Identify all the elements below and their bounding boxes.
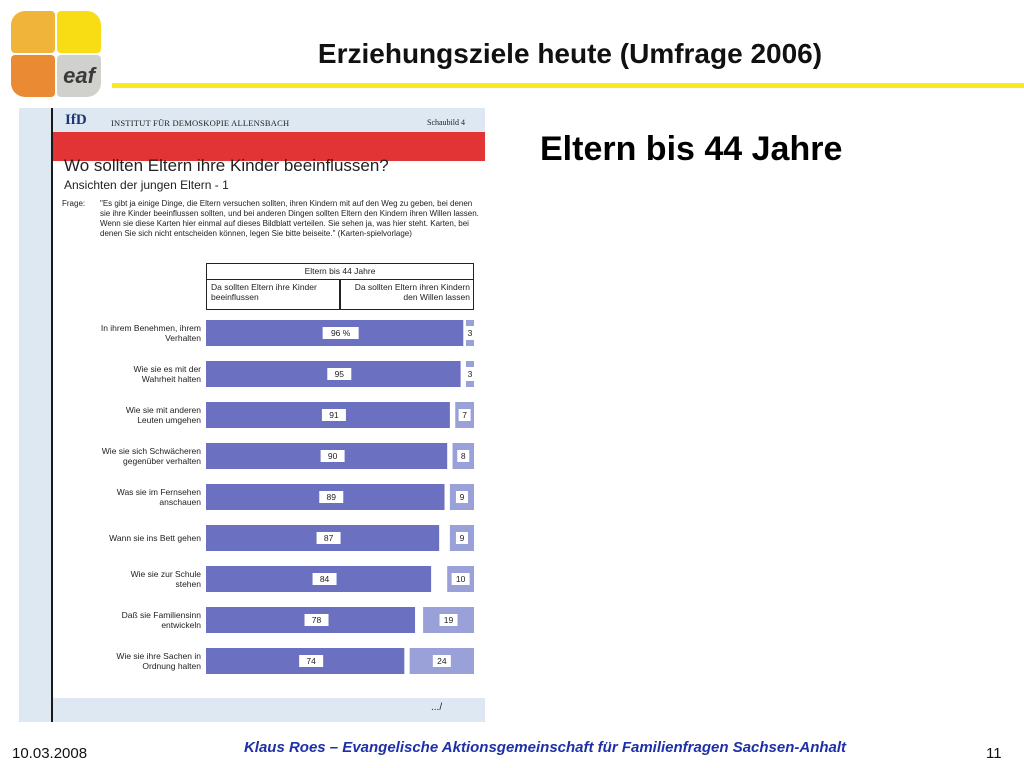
chart-panel [19, 108, 485, 722]
column-header-group: Eltern bis 44 Jahre [207, 264, 473, 280]
category-label: Wie sie mit anderen Leuten umgehen [125, 405, 201, 425]
title-rule [112, 83, 1024, 88]
logo-tile-orange [11, 11, 55, 53]
bar-free-will [466, 381, 474, 387]
value-label-free-will: 24 [437, 656, 447, 666]
value-label-free-will: 9 [459, 492, 465, 502]
category-label: Wie sie zur Schule stehen [130, 569, 201, 589]
value-label-influence: 95 [334, 369, 345, 379]
value-label-influence: 87 [323, 533, 334, 543]
chart-subtitle: Ansichten der jungen Eltern - 1 [64, 178, 229, 192]
value-label-free-will: 3 [467, 369, 473, 379]
side-title: Eltern bis 44 Jahre [540, 130, 843, 168]
category-label: In ihrem Benehmen, ihrem Verhalten [100, 323, 201, 343]
footer-credit: Klaus Roes – Evangelische Aktionsgemeinschaft für Familienfragen Sachsen-Anhalt [243, 739, 847, 756]
value-label-influence: 91 [329, 410, 339, 420]
category-label: Wie sie ihre Sachen in Ordnung halten [116, 651, 201, 671]
value-label-influence: 84 [319, 574, 330, 584]
page-number: 11 [986, 745, 1002, 762]
ifd-logo: IfD [65, 112, 87, 128]
logo-tile-yellow [57, 11, 101, 53]
value-label-influence: 96 % [330, 328, 351, 338]
value-label-free-will: 10 [455, 574, 466, 584]
chart-question: Wo sollten Eltern ihre Kinder beeinflussen? [64, 156, 389, 175]
value-label-influence: 74 [306, 656, 316, 666]
value-label-influence: 89 [326, 492, 336, 502]
column-header-right: Da sollten Eltern ihren Kindern den Willen lassen [354, 282, 470, 302]
footer-date: 10.03.2008 [12, 745, 88, 762]
column-header-left: Da sollten Eltern ihre Kinder beeinflussen [211, 282, 317, 302]
bar-free-will [466, 320, 474, 326]
bar-chart [19, 108, 485, 722]
logo-tile-darkorange [11, 55, 55, 97]
value-label-free-will: 3 [467, 328, 473, 338]
bar-free-will [466, 361, 474, 367]
category-label: Wann sie ins Bett gehen [109, 533, 201, 543]
slide-title: Erziehungsziele heute (Umfrage 2006) [317, 38, 823, 69]
frage-text: "Es gibt ja einige Dinge, die Eltern versuchen sollten, ihren Kindern mit auf den Weg zu geben, bei denen sie ihre Kinder beeinflussen sollten, und bei anderen Dingen sollten Eltern den Kindern ihren Willen lassen. Wenn sie diese Karten hier einmal auf dieses Bildblatt verteilen. Sie sehen ja, was hier steht. Karten, bei denen Sie sich nicht entscheiden können, legen Sie bitte beiseite." (Karten-spielvorlage) [100, 199, 479, 238]
value-label-influence: 90 [327, 451, 338, 461]
bar-free-will [466, 340, 474, 346]
value-label-free-will: 19 [443, 615, 454, 625]
logo-text: eaf [63, 63, 95, 88]
value-label-influence: 78 [311, 615, 322, 625]
frage-label: Frage: [62, 199, 86, 208]
value-label-free-will: 7 [462, 410, 467, 420]
category-label: Wie sie es mit der Wahrheit halten [133, 364, 201, 384]
institute-name: INSTITUT FÜR DEMOSKOPIE ALLENSBACH [111, 118, 290, 128]
category-label: Wie sie sich Schwächeren gegenüber verhalten [101, 446, 201, 466]
schaubild-label: Schaubild 4 [427, 118, 465, 127]
category-label: Daß sie Familiensinn entwickeln [121, 610, 201, 630]
eaf-logo [11, 11, 103, 99]
category-label: Was sie im Fernsehen anschauen [116, 487, 201, 507]
value-label-free-will: 8 [460, 451, 466, 461]
value-label-free-will: 9 [459, 533, 465, 543]
continuation-mark: .../ [431, 702, 443, 713]
